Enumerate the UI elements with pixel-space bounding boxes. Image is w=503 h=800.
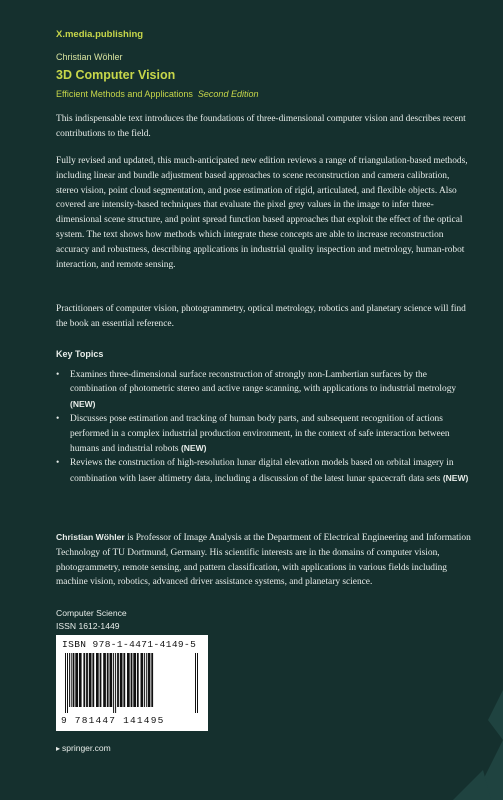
isbn-text: ISBN 978-1-4471-4149-5 (62, 639, 197, 650)
issn-number: ISSN 1612-1449 (56, 621, 120, 631)
bio-author-name: Christian Wöhler (56, 532, 125, 542)
intro-paragraph: This indispensable text introduces the foundations of three-dimensional computer vision and describes recent contributions to the field. (56, 114, 466, 139)
new-badge: (NEW) (442, 472, 469, 483)
edition-label: Second Edition (197, 89, 259, 99)
book-subtitle (56, 89, 258, 99)
subject-category: Computer Science (56, 608, 127, 618)
book-title: 3D Computer Vision (56, 68, 176, 82)
key-topic-text: Examines three-dimensional surface reconstruction of strongly non-Lambertian surfaces by the combination of photometric stereo and active range scanning, with applications to industrial metrology (70, 370, 457, 395)
publisher-link[interactable] (56, 743, 111, 753)
bio-text: is Professor of Image Analysis at the Department of Electrical Engineering and Information Technology of TU Dortmund, Germany. His scientific interests are in the domains of computer vision, photogrammetry, remote sensing, and pattern classification, with applications in various fields including machine vision, robotics, advanced driver assistance systems, and planetary science. (56, 533, 471, 588)
triangle-right-icon: ▸ (56, 744, 61, 753)
audience-paragraph: Practitioners of computer vision, photogrammetry, optical metrology, robotics and planetary science will find the book an essential reference. (56, 304, 466, 329)
barcode-digits: 9 781447 141495 (61, 715, 165, 726)
subject-block (56, 607, 127, 633)
barcode-bars (64, 653, 200, 713)
isbn-barcode (56, 635, 208, 731)
key-topics-list (56, 368, 476, 486)
description-paragraph: Fully revised and updated, this much-anticipated new edition reviews a range of triangulation-based methods, including linear and bundle adjustment based approaches to scene reconstruction and camera calibration, stereo vision, point cloud segmentation, and pose estimation of rigid, articulated, and flexible objects. Also covered are intensity-based techniques that evaluate the pixel grey values in the image to infer three-dimensional scene structure, and point spread function based approaches that exploit the effect of the optical system. The text shows how methods which integrate these concepts are able to increase reconstruction accuracy and robustness, describing applications in industrial quality inspection and metrology, human-robot interaction, and remote sensing. (56, 156, 468, 270)
key-topic-text: Reviews the construction of high-resolution lunar digital elevation models based on orbital imagery in combination with laser altimetry data, including a discussion of the latest lunar spacecraft data sets (70, 458, 454, 484)
publisher-url: springer.com (62, 743, 111, 753)
key-topics-heading: Key Topics (56, 349, 104, 359)
series-name: X.media.publishing (56, 29, 144, 40)
key-topic-item (56, 456, 476, 486)
author-name: Christian Wöhler (56, 52, 123, 62)
key-topic-item (56, 412, 476, 456)
new-badge: (NEW) (180, 443, 207, 454)
key-topic-text: Discusses pose estimation and tracking of human body parts, and subsequent recognition of actions performed in a complex industrial production environment, in the context of safe interaction between humans and industrial robots (70, 414, 450, 455)
key-topic-item (56, 368, 476, 412)
subtitle-text: Efficient Methods and Applications (56, 89, 193, 99)
corner-decoration (413, 680, 503, 800)
author-bio (56, 530, 476, 590)
new-badge: (NEW) (70, 398, 96, 409)
